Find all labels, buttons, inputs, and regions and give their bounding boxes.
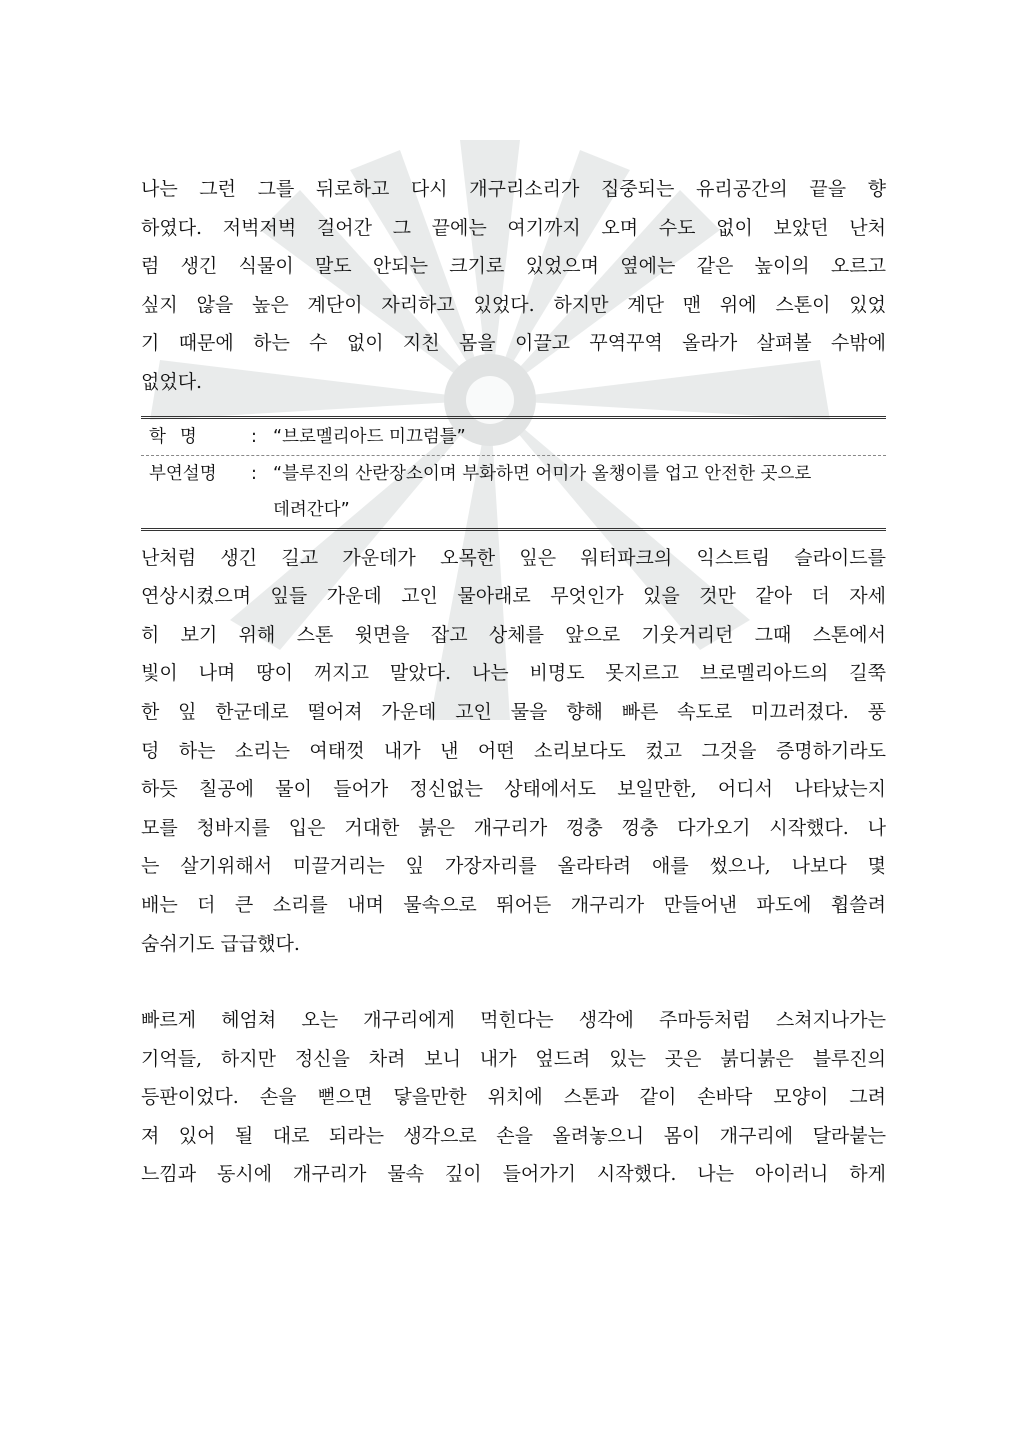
text-line: 하였다. 저벅저벅 걸어간 그 끝에는 여기까지 오며 수도 없이 보았던 난처 xyxy=(141,216,886,239)
blank-line xyxy=(141,963,886,1001)
text-line: 한 잎 한군데로 떨어져 가운데 고인 물을 향해 빠른 속도로 미끄러졌다. 풍 xyxy=(141,700,886,723)
text-line: 덩 하는 소리는 여태껏 내가 낸 어떤 소리보다도 컸고 그것을 증명하기라도 xyxy=(141,739,886,762)
colon: : xyxy=(251,463,257,484)
text-line: 기 때문에 하는 수 없이 지친 몸을 이끌고 꾸역꾸역 올라가 살펴볼 수밖에 xyxy=(141,332,886,355)
definition-row-name xyxy=(141,419,886,455)
text-line: 배는 더 큰 소리를 내며 물속으로 뛰어든 개구리가 만들어낸 파도에 휩쓸려 xyxy=(141,893,886,916)
text-line: 빠르게 헤엄쳐 오는 개구리에게 먹힌다는 생각에 주마등처럼 스쳐지나가는 xyxy=(141,1009,886,1032)
text-line: 연상시켰으며 잎들 가운데 고인 물아래로 무엇인가 있을 것만 같아 더 자세 xyxy=(141,585,886,608)
text-line: 나는 그런 그를 뒤로하고 다시 개구리소리가 집중되는 유리공간의 끝을 향 xyxy=(141,178,886,200)
text-line: 하듯 칠공에 물이 들어가 정신없는 상태에서도 보일만한, 어디서 나타났는지 xyxy=(141,778,886,801)
scientific-name-value: “브로멜리아드 미끄럼틀” xyxy=(273,426,466,447)
description-value xyxy=(273,456,878,528)
paragraph-3 xyxy=(141,1001,886,1194)
paragraph-1 xyxy=(141,170,886,402)
text-line: 빛이 나며 땅이 꺼지고 말았다. 나는 비명도 못지르고 브로멜리아드의 길쭉 xyxy=(141,662,886,685)
text-line: 는 살기위해서 미끌거리는 잎 가장자리를 올라타려 애를 썼으나, 나보다 몇 xyxy=(141,855,886,878)
scientific-name-label: 학명 xyxy=(149,426,211,447)
text-line: 모를 청바지를 입은 거대한 붉은 개구리가 껑충 껑충 다가오기 시작했다. 나 xyxy=(141,816,886,839)
text-line: 등판이었다. 손을 뻗으면 닿을만한 위치에 스톤과 같이 손바닥 모양이 그려 xyxy=(141,1086,886,1109)
description-line: “블루진의 산란장소이며 부화하면 어미가 올챙이를 업고 안전한 곳으로 xyxy=(273,463,812,484)
text-line: 난처럼 생긴 길고 가운데가 오목한 잎은 워터파크의 익스트림 슬라이드를 xyxy=(141,546,886,569)
definition-row-description xyxy=(141,455,886,528)
text-line: 싶지 않을 높은 계단이 자리하고 있었다. 하지만 계단 맨 위에 스톤이 있었 xyxy=(141,293,886,316)
text-line: 히 보기 위해 스톤 윗면을 잡고 상체를 앞으로 기웃거리던 그때 스톤에서 xyxy=(141,623,886,646)
paragraph-2 xyxy=(141,539,886,964)
text-line: 기억들, 하지만 정신을 차려 보니 내가 엎드려 있는 곳은 붉디붉은 블루진의 xyxy=(141,1047,886,1070)
text-line: 숨쉬기도 급급했다. xyxy=(141,932,300,955)
definition-box xyxy=(141,416,886,531)
colon: : xyxy=(251,426,257,447)
text-line: 져 있어 될 대로 되라는 생각으로 손을 올려놓으니 몸이 개구리에 달라붙는 xyxy=(141,1124,886,1147)
document-body xyxy=(141,170,886,1194)
description-line: 데려간다” xyxy=(273,499,350,520)
text-line: 느낌과 동시에 개구리가 물속 깊이 들어가기 시작했다. 나는 아이러니 하게 xyxy=(141,1163,886,1186)
text-line: 없었다. xyxy=(141,370,203,393)
description-label: 부연설명 xyxy=(149,463,217,484)
text-line: 럼 생긴 식물이 말도 안되는 크기로 있었으며 옆에는 같은 높이의 오르고 xyxy=(141,255,886,278)
